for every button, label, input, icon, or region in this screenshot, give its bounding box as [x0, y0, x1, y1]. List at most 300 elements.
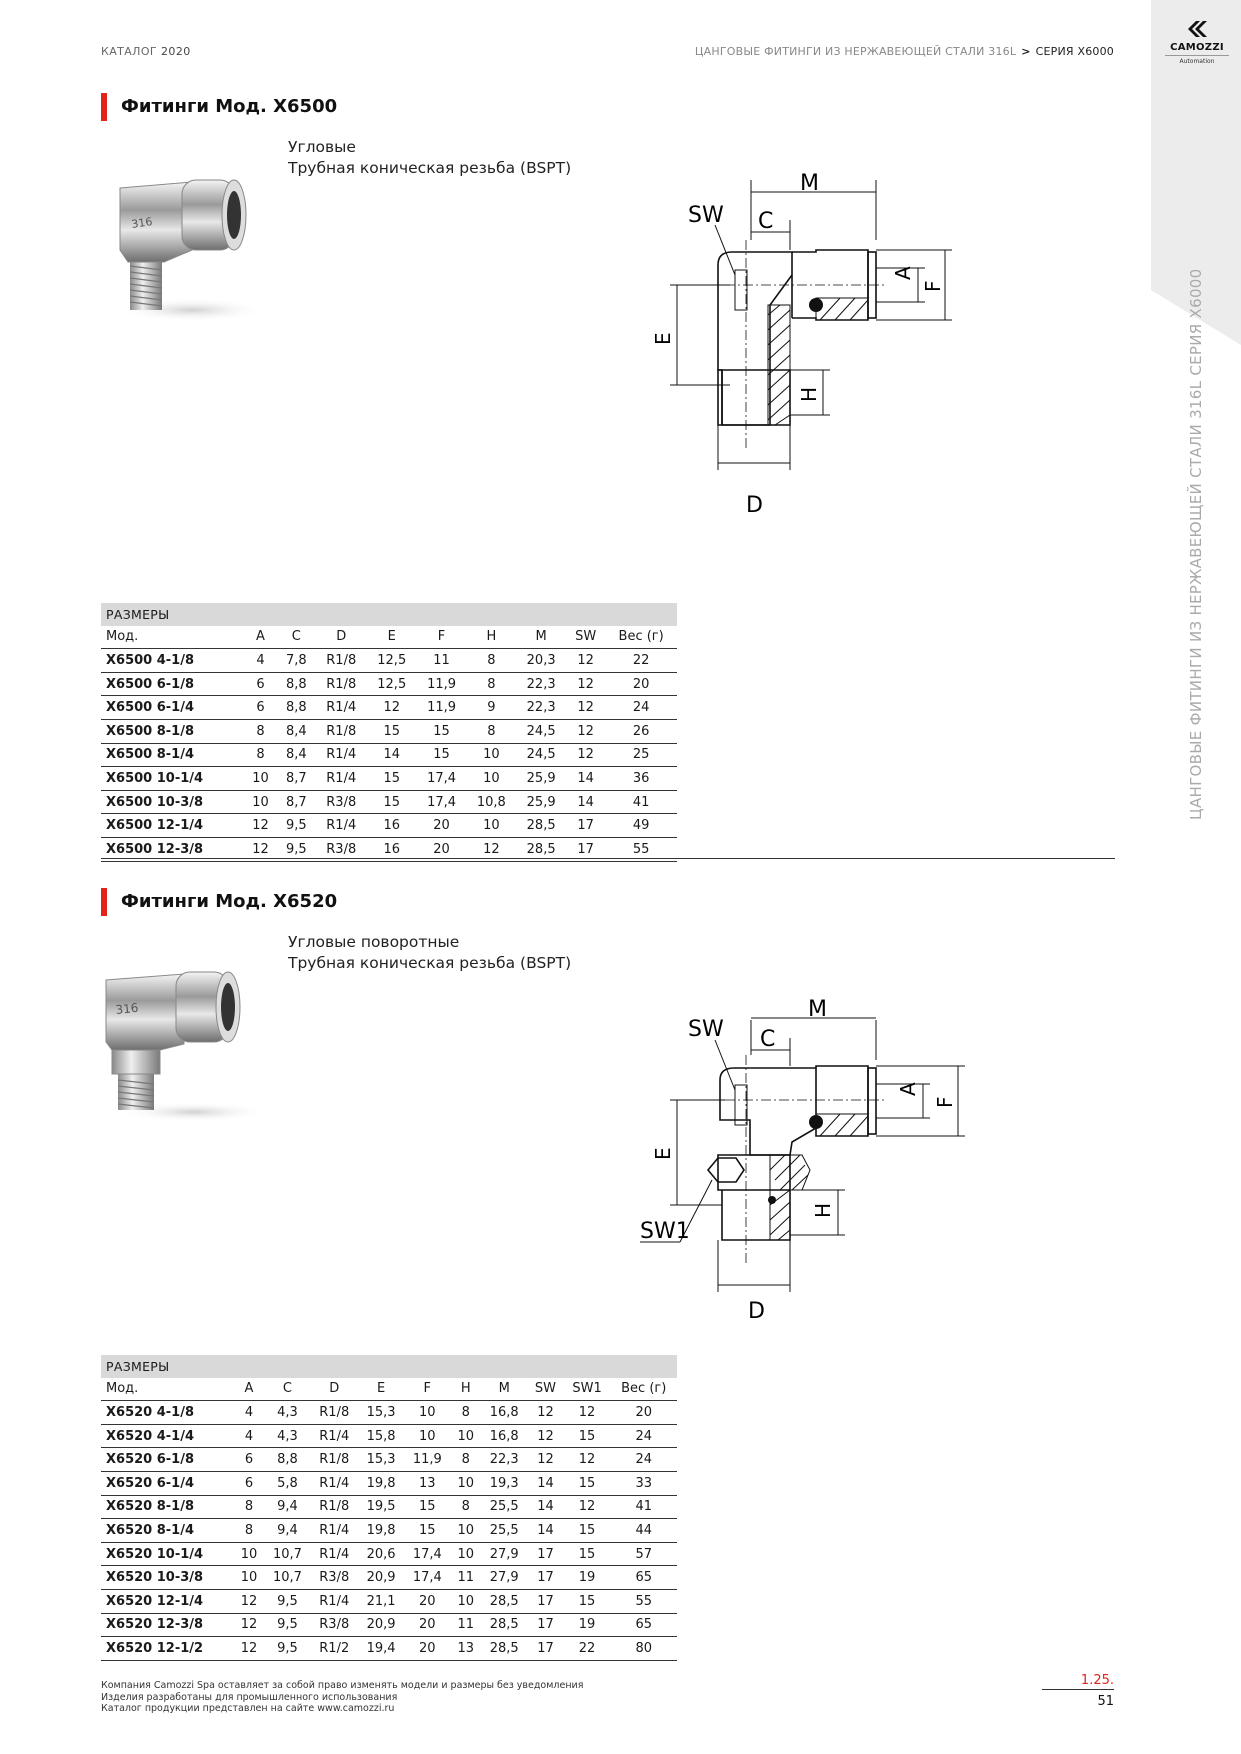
- table-cell: 55: [610, 1589, 677, 1613]
- table-cell: R3/8: [316, 790, 367, 814]
- section2-line2: Трубная коническая резьба (BSPT): [288, 954, 572, 972]
- column-header: SW1: [564, 1378, 611, 1401]
- table-cell: 10,8: [466, 790, 516, 814]
- table-cell: 10,7: [264, 1542, 310, 1566]
- x6500-label-sw: SW: [688, 203, 724, 228]
- table-row: [101, 767, 677, 791]
- table-cell: 20: [610, 1401, 677, 1425]
- table-cell: 20,6: [358, 1542, 404, 1566]
- column-header: D: [316, 626, 367, 649]
- table-cell: 15,8: [358, 1424, 404, 1448]
- table-cell: 6: [244, 696, 277, 720]
- table-cell: 22,3: [481, 1448, 527, 1472]
- model-code-cell: X6520 10-1/4: [101, 1542, 234, 1566]
- table-cell: 8,4: [277, 719, 316, 743]
- x6520-label-a: A: [896, 1082, 920, 1096]
- table-cell: 17: [527, 1613, 563, 1637]
- column-header: H: [466, 626, 516, 649]
- section2-line1: Угловые поворотные: [288, 933, 460, 951]
- table-cell: R1/4: [316, 767, 367, 791]
- table-cell: 12,5: [367, 672, 417, 696]
- table-cell: 8,7: [277, 767, 316, 791]
- table-cell: 10: [466, 767, 516, 791]
- table-cell: 41: [605, 790, 677, 814]
- table-cell: 15: [417, 719, 467, 743]
- table-cell: 10: [450, 1519, 481, 1543]
- table-cell: 6: [234, 1448, 265, 1472]
- table-cell: 20: [417, 837, 467, 861]
- model-code-cell: X6520 4-1/4: [101, 1424, 234, 1448]
- table-cell: 25,9: [516, 790, 566, 814]
- table-cell: 19,8: [358, 1519, 404, 1543]
- table-row: [101, 649, 677, 673]
- column-header: SW: [566, 626, 605, 649]
- table-cell: 14: [527, 1495, 563, 1519]
- table-cell: 8,8: [277, 672, 316, 696]
- table-row: [101, 743, 677, 767]
- x6500-label-m: M: [800, 171, 819, 196]
- model-code-cell: X6520 6-1/4: [101, 1471, 234, 1495]
- table-cell: 12: [466, 837, 516, 861]
- table-cell: 10: [404, 1401, 450, 1425]
- model-code-cell: X6520 4-1/8: [101, 1401, 234, 1425]
- table-cell: 15: [564, 1519, 611, 1543]
- column-header: Мод.: [101, 1378, 234, 1401]
- table-cell: 11,9: [417, 696, 467, 720]
- table-cell: 17,4: [404, 1566, 450, 1590]
- table-cell: 24,5: [516, 719, 566, 743]
- table-cell: 8: [234, 1495, 265, 1519]
- table-cell: 10: [450, 1542, 481, 1566]
- table-cell: 8,8: [277, 696, 316, 720]
- table-cell: 15: [404, 1495, 450, 1519]
- model-code-cell: X6500 10-1/4: [101, 767, 244, 791]
- catalog-header: [101, 45, 191, 58]
- column-header: A: [244, 626, 277, 649]
- table-cell: 9,5: [277, 837, 316, 861]
- x6520-label-m: M: [808, 997, 827, 1022]
- table-cell: 10: [244, 767, 277, 791]
- table-cell: 24: [610, 1424, 677, 1448]
- table-cell: 11,9: [404, 1448, 450, 1472]
- table-cell: 27,9: [481, 1542, 527, 1566]
- table-cell: 20: [404, 1637, 450, 1661]
- table-row: [101, 790, 677, 814]
- model-code-cell: X6500 8-1/4: [101, 743, 244, 767]
- table-cell: 4: [234, 1401, 265, 1425]
- table-cell: 16: [367, 814, 417, 838]
- x6520-caption: РАЗМЕРЫ: [101, 1355, 677, 1378]
- table-cell: R1/8: [316, 649, 367, 673]
- model-code-cell: X6500 12-1/4: [101, 814, 244, 838]
- table-cell: 65: [610, 1613, 677, 1637]
- table-cell: 10: [234, 1542, 265, 1566]
- x6520-dimensions-table: [101, 1355, 677, 1661]
- table-cell: 9,5: [264, 1613, 310, 1637]
- table-cell: 19,5: [358, 1495, 404, 1519]
- model-code-cell: X6520 8-1/8: [101, 1495, 234, 1519]
- table-row: [101, 719, 677, 743]
- table-row: [101, 1424, 677, 1448]
- table-cell: 8: [450, 1495, 481, 1519]
- table-row: [101, 814, 677, 838]
- model-code-cell: X6520 12-1/4: [101, 1589, 234, 1613]
- table-cell: 12: [234, 1613, 265, 1637]
- table-row: [101, 1471, 677, 1495]
- table-cell: 55: [605, 837, 677, 861]
- column-header: A: [234, 1378, 265, 1401]
- side-vertical-label: ЦАНГОВЫЕ ФИТИНГИ ИЗ НЕРЖАВЕЮЩЕЙ СТАЛИ 316L СЕРИЯ X6000: [1187, 268, 1205, 820]
- table-cell: 10: [244, 790, 277, 814]
- table-cell: 12: [244, 814, 277, 838]
- table-cell: 19,3: [481, 1471, 527, 1495]
- table-cell: 15,3: [358, 1401, 404, 1425]
- table-cell: 12: [234, 1589, 265, 1613]
- column-header: C: [264, 1378, 310, 1401]
- table-cell: 15: [367, 767, 417, 791]
- table-cell: 9,5: [264, 1589, 310, 1613]
- table-cell: 12: [244, 837, 277, 861]
- table-cell: 19,4: [358, 1637, 404, 1661]
- x6520-label-c: C: [760, 1027, 776, 1052]
- column-header: D: [311, 1378, 358, 1401]
- table-cell: 10,7: [264, 1566, 310, 1590]
- column-header: Вес (г): [610, 1378, 677, 1401]
- table-cell: R1/8: [311, 1401, 358, 1425]
- logo-subtitle: Automation: [1165, 55, 1229, 65]
- model-code-cell: X6500 12-3/8: [101, 837, 244, 861]
- x6500-label-a: A: [891, 266, 915, 280]
- table-cell: 10: [450, 1424, 481, 1448]
- table-cell: 9: [466, 696, 516, 720]
- table-cell: 22: [564, 1637, 611, 1661]
- footer-line1: Компания Camozzi Spa оставляет за собой право изменять модели и размеры без уведомления: [101, 1680, 584, 1691]
- table-cell: 20: [605, 672, 677, 696]
- table-cell: 20,9: [358, 1566, 404, 1590]
- model-code-cell: X6500 4-1/8: [101, 649, 244, 673]
- table-cell: 9,4: [264, 1495, 310, 1519]
- table-cell: R1/2: [311, 1637, 358, 1661]
- table-cell: R1/4: [311, 1471, 358, 1495]
- breadcrumb: [695, 45, 1114, 58]
- x6500-dimensions-table: [101, 603, 677, 862]
- footer-line2: Изделия разработаны для промышленного использования: [101, 1691, 398, 1703]
- column-header: F: [404, 1378, 450, 1401]
- table-cell: 8: [466, 672, 516, 696]
- column-header: E: [358, 1378, 404, 1401]
- table-cell: 14: [527, 1519, 563, 1543]
- table-cell: 20,9: [358, 1613, 404, 1637]
- table-row: [101, 1519, 677, 1543]
- page-number: 51: [1097, 1694, 1114, 1709]
- model-code-cell: X6500 6-1/4: [101, 696, 244, 720]
- table-cell: 36: [605, 767, 677, 791]
- x6500-caption-row: [101, 603, 677, 626]
- table-cell: 15: [367, 790, 417, 814]
- table-cell: 12: [566, 649, 605, 673]
- table-cell: 17,4: [417, 767, 467, 791]
- section2-description: [288, 932, 571, 974]
- x6520-dimension-drawing: [640, 997, 1080, 1360]
- table-cell: R3/8: [311, 1566, 358, 1590]
- table-cell: 17: [566, 814, 605, 838]
- model-code-cell: X6520 10-3/8: [101, 1566, 234, 1590]
- column-header: M: [516, 626, 566, 649]
- table-cell: 12: [527, 1424, 563, 1448]
- section1-line2: Трубная коническая резьба (BSPT): [288, 159, 572, 177]
- table-cell: 13: [450, 1637, 481, 1661]
- column-header: H: [450, 1378, 481, 1401]
- table-cell: 22,3: [516, 696, 566, 720]
- table-cell: 15: [404, 1519, 450, 1543]
- table-cell: 28,5: [516, 814, 566, 838]
- table-cell: 8,8: [264, 1448, 310, 1472]
- table-cell: 9,4: [264, 1519, 310, 1543]
- table-cell: 14: [527, 1471, 563, 1495]
- table-cell: R1/8: [316, 719, 367, 743]
- column-header: SW: [527, 1378, 563, 1401]
- table-cell: 8: [466, 719, 516, 743]
- table-cell: R1/4: [311, 1589, 358, 1613]
- table-cell: 19,8: [358, 1471, 404, 1495]
- table-cell: 24: [605, 696, 677, 720]
- table-row: [101, 1542, 677, 1566]
- table-row: [101, 1613, 677, 1637]
- table-cell: 8: [450, 1401, 481, 1425]
- table-row: [101, 1589, 677, 1613]
- table-cell: 26: [605, 719, 677, 743]
- table-cell: R1/4: [311, 1424, 358, 1448]
- x6520-label-sw1: SW1: [640, 1219, 690, 1244]
- table-cell: 16: [367, 837, 417, 861]
- model-code-cell: X6520 8-1/4: [101, 1519, 234, 1543]
- section-reference: 1.25.: [1042, 1673, 1114, 1690]
- table-row: [101, 1448, 677, 1472]
- column-header: M: [481, 1378, 527, 1401]
- table-cell: 12,5: [367, 649, 417, 673]
- table-cell: 17,4: [404, 1542, 450, 1566]
- model-code-cell: X6500 8-1/8: [101, 719, 244, 743]
- table-cell: 15: [367, 719, 417, 743]
- table-cell: 27,9: [481, 1566, 527, 1590]
- table-cell: 5,8: [264, 1471, 310, 1495]
- table-cell: 6: [234, 1471, 265, 1495]
- column-header: Мод.: [101, 626, 244, 649]
- table-cell: 28,5: [481, 1613, 527, 1637]
- table-cell: 12: [367, 696, 417, 720]
- table-row: [101, 1495, 677, 1519]
- table-cell: 16,8: [481, 1401, 527, 1425]
- table-cell: 8,7: [277, 790, 316, 814]
- table-cell: 8: [244, 719, 277, 743]
- column-header: F: [417, 626, 467, 649]
- section-divider: [101, 858, 1115, 859]
- table-cell: 24,5: [516, 743, 566, 767]
- table-cell: 28,5: [481, 1637, 527, 1661]
- table-cell: 11: [417, 649, 467, 673]
- table-row: [101, 672, 677, 696]
- section1-line1: Угловые: [288, 138, 356, 156]
- table-cell: 12: [566, 743, 605, 767]
- table-row: [101, 1566, 677, 1590]
- camozzi-logo: [1165, 20, 1229, 65]
- table-cell: 10: [466, 814, 516, 838]
- table-cell: 12: [234, 1637, 265, 1661]
- table-cell: 25: [605, 743, 677, 767]
- table-cell: R1/4: [316, 743, 367, 767]
- table-cell: 15: [564, 1542, 611, 1566]
- x6520-label-h: H: [811, 1202, 835, 1218]
- table-cell: 12: [564, 1495, 611, 1519]
- model-code-cell: X6500 10-3/8: [101, 790, 244, 814]
- table-cell: R3/8: [316, 837, 367, 861]
- table-cell: 65: [610, 1566, 677, 1590]
- table-cell: 17: [527, 1566, 563, 1590]
- logo-brand: CAMOZZI: [1170, 42, 1224, 53]
- table-cell: 6: [244, 672, 277, 696]
- breadcrumb-current: СЕРИЯ X6000: [1035, 45, 1114, 58]
- footer-notes: [101, 1680, 583, 1715]
- table-cell: 7,8: [277, 649, 316, 673]
- model-code-cell: X6520 6-1/8: [101, 1448, 234, 1472]
- x6500-product-photo: [102, 170, 262, 320]
- table-cell: 12: [564, 1401, 611, 1425]
- footer-line3: Каталог продукции представлен на сайте www.camozzi.ru: [101, 1703, 395, 1714]
- table-cell: 4: [234, 1424, 265, 1448]
- table-cell: 13: [404, 1471, 450, 1495]
- table-cell: 19: [564, 1613, 611, 1637]
- table-cell: 17: [527, 1589, 563, 1613]
- table-cell: 15: [417, 743, 467, 767]
- x6500-label-e: E: [651, 332, 675, 345]
- table-cell: 11: [450, 1566, 481, 1590]
- x6520-label-d: D: [748, 1299, 765, 1324]
- table-cell: 10: [404, 1424, 450, 1448]
- table-cell: 20: [404, 1613, 450, 1637]
- table-cell: 25,9: [516, 767, 566, 791]
- table-cell: 4: [244, 649, 277, 673]
- x6520-column-headers: [101, 1378, 677, 1401]
- x6500-label-c: C: [758, 209, 774, 234]
- model-code-cell: X6520 12-1/2: [101, 1637, 234, 1661]
- table-cell: 12: [527, 1448, 563, 1472]
- table-cell: 15: [564, 1589, 611, 1613]
- section1-description: [288, 137, 571, 179]
- table-cell: 41: [610, 1495, 677, 1519]
- table-cell: 4,3: [264, 1424, 310, 1448]
- breadcrumb-separator: >: [1021, 45, 1031, 58]
- table-cell: 24: [610, 1448, 677, 1472]
- table-cell: R3/8: [311, 1613, 358, 1637]
- x6520-photo-stamp: 316: [114, 1000, 140, 1017]
- table-cell: 44: [610, 1519, 677, 1543]
- table-cell: R1/8: [316, 672, 367, 696]
- table-cell: 28,5: [481, 1589, 527, 1613]
- x6500-label-h: H: [797, 386, 821, 402]
- table-cell: R1/4: [316, 696, 367, 720]
- model-code-cell: X6500 6-1/8: [101, 672, 244, 696]
- table-cell: R1/8: [311, 1495, 358, 1519]
- x6500-dimension-drawing: [640, 171, 1080, 530]
- table-cell: 20: [404, 1589, 450, 1613]
- table-cell: 10: [450, 1589, 481, 1613]
- table-cell: 8: [244, 743, 277, 767]
- x6500-photo-stamp: 316: [130, 215, 154, 231]
- table-cell: 14: [367, 743, 417, 767]
- table-cell: 15: [564, 1424, 611, 1448]
- table-cell: 12: [566, 719, 605, 743]
- breadcrumb-parent: ЦАНГОВЫЕ ФИТИНГИ ИЗ НЕРЖАВЕЮЩЕЙ СТАЛИ 316L: [694, 45, 1017, 58]
- x6520-product-photo: [104, 962, 264, 1122]
- table-row: [101, 1401, 677, 1425]
- table-cell: R1/4: [311, 1519, 358, 1543]
- table-cell: 25,5: [481, 1519, 527, 1543]
- table-cell: 14: [566, 767, 605, 791]
- table-cell: 49: [605, 814, 677, 838]
- catalog-label: КАТАЛОГ: [101, 45, 158, 58]
- table-cell: 15,3: [358, 1448, 404, 1472]
- section1-title: Фитинги Мод. X6500: [101, 93, 337, 121]
- table-cell: 10: [466, 743, 516, 767]
- table-cell: 12: [564, 1448, 611, 1472]
- table-cell: 12: [527, 1401, 563, 1425]
- table-cell: 22,3: [516, 672, 566, 696]
- table-cell: 21,1: [358, 1589, 404, 1613]
- x6520-label-f: F: [933, 1096, 957, 1108]
- table-cell: 16,8: [481, 1424, 527, 1448]
- table-cell: 11,9: [417, 672, 467, 696]
- camozzi-logo-icon: [1184, 20, 1210, 38]
- table-cell: 8,4: [277, 743, 316, 767]
- table-cell: 17,4: [417, 790, 467, 814]
- table-cell: 4,3: [264, 1401, 310, 1425]
- table-cell: 10: [234, 1566, 265, 1590]
- table-cell: 17: [527, 1637, 563, 1661]
- table-cell: 20,3: [516, 649, 566, 673]
- table-cell: 8: [450, 1448, 481, 1472]
- table-cell: 80: [610, 1637, 677, 1661]
- table-cell: 17: [566, 837, 605, 861]
- x6520-label-e: E: [651, 1147, 675, 1160]
- table-row: [101, 696, 677, 720]
- table-cell: R1/8: [311, 1448, 358, 1472]
- column-header: Вес (г): [605, 626, 677, 649]
- table-cell: 10: [450, 1471, 481, 1495]
- table-cell: 11: [450, 1613, 481, 1637]
- table-cell: 15: [564, 1471, 611, 1495]
- section2-title: Фитинги Мод. X6520: [101, 888, 337, 916]
- x6500-label-d: D: [746, 493, 763, 518]
- x6500-label-f: F: [921, 280, 945, 292]
- table-cell: 12: [566, 696, 605, 720]
- table-cell: R1/4: [316, 814, 367, 838]
- table-cell: 8: [234, 1519, 265, 1543]
- column-header: E: [367, 626, 417, 649]
- table-cell: 8: [466, 649, 516, 673]
- x6520-caption-row: [101, 1355, 677, 1378]
- table-cell: 33: [610, 1471, 677, 1495]
- table-cell: 9,5: [264, 1637, 310, 1661]
- table-cell: R1/4: [311, 1542, 358, 1566]
- table-cell: 14: [566, 790, 605, 814]
- table-cell: 9,5: [277, 814, 316, 838]
- table-cell: 17: [527, 1542, 563, 1566]
- table-cell: 25,5: [481, 1495, 527, 1519]
- table-cell: 19: [564, 1566, 611, 1590]
- table-cell: 57: [610, 1542, 677, 1566]
- x6520-label-sw: SW: [688, 1017, 724, 1042]
- column-header: C: [277, 626, 316, 649]
